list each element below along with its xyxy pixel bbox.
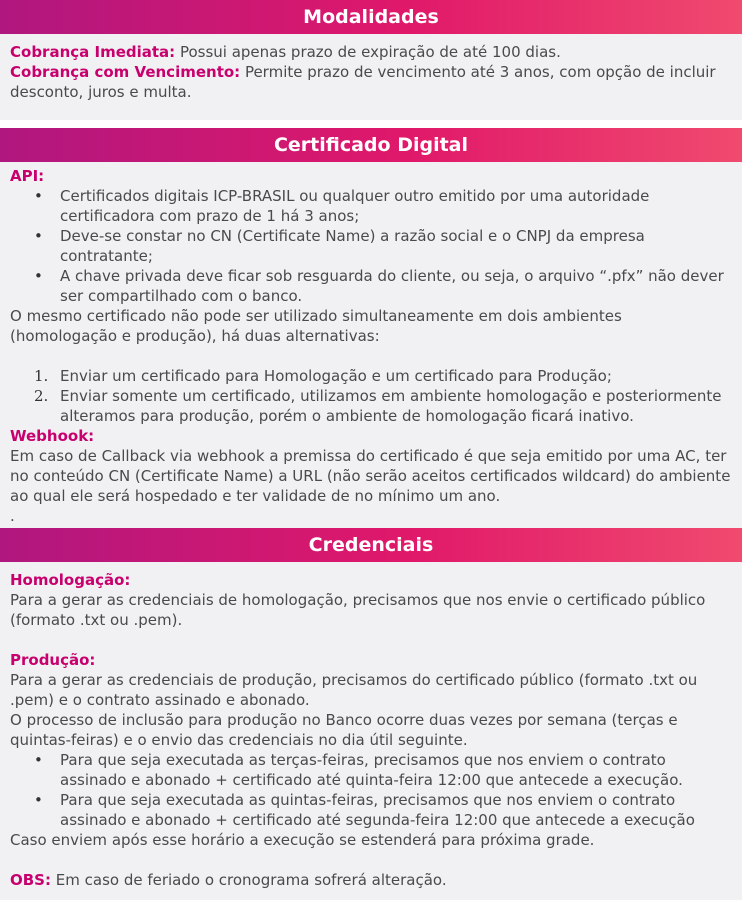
modalidade-label: Cobrança com Vencimento: (10, 63, 241, 81)
alternatives-list (10, 366, 732, 426)
list-item: • Para que seja executada as terças-feiras, precisamos que nos enviem o contrato assinado e abonado + certificado até quinta-feira 12:00 que antecede a execução. (34, 750, 732, 790)
obs-text: Em caso de feriado o cronograma sofrerá alteração. (51, 871, 447, 889)
modalidade-text: Permite prazo de vencimento até 3 anos, com opção de incluir desconto, juros e multa. (10, 63, 716, 101)
producao-bullet-list (10, 750, 732, 830)
list-item (34, 386, 732, 426)
modalidade-item (10, 62, 732, 102)
list-index: 1. (34, 367, 49, 385)
section-modalidades (0, 0, 742, 120)
list-item (34, 366, 732, 386)
list-item: • Certificados digitais ICP-BRASIL ou qualquer outro emitido por uma autoridade certificadora com prazo de 1 há 3 anos; (34, 186, 732, 226)
homologacao-label: Homologação: (10, 571, 131, 589)
webhook-paragraph: Em caso de Callback via webhook a premissa do certificado é que seja emitido por uma AC, ter no conteúdo CN (Certificate Name) a URL (não serão aceitos certificados wildcard) do ambiente ao qual ele será hospedado e ter validade de no mínimo um ano. (10, 447, 731, 505)
list-item: • A chave privada deve ficar sob resguarda do cliente, ou seja, o arquivo “.pfx” não dever ser compartilhado com o banco. (34, 266, 732, 306)
modalidade-item (10, 42, 732, 62)
obs-note (10, 870, 732, 890)
list-item: • Para que seja executada as quintas-feiras, precisamos que nos enviem o contrato assinado e abonado + certificado até segunda-feira 12:00 que antecede a execução (34, 790, 732, 830)
section-title-credenciais: Credenciais (0, 528, 742, 562)
modalidade-text: Possui apenas prazo de expiração de até 100 dias. (175, 43, 561, 61)
obs-label: OBS: (10, 871, 51, 889)
list-item-text: Enviar um certificado para Homologação e um certificado para Produção; (60, 367, 612, 385)
list-item: • Deve-se constar no CN (Certificate Name) a razão social e o CNPJ da empresa contratante; (34, 226, 732, 266)
modalidade-label: Cobrança Imediata: (10, 43, 176, 61)
api-paragraph: O mesmo certificado não pode ser utilizado simultaneamente em dois ambientes (homologação e produção), há duas alternativas: (10, 307, 622, 345)
list-item-text: Enviar somente um certificado, utilizamos em ambiente homologação e posteriormente alteramos para produção, porém o ambiente de homologação ficará inativo. (60, 387, 722, 425)
producao-text: O processo de inclusão para produção no Banco ocorre duas vezes por semana (terças e quintas-feiras) e o envio das credenciais no dia útil seguinte. (10, 711, 678, 749)
section-credenciais (0, 528, 742, 900)
producao-text: Para a gerar as credenciais de produção, precisamos do certificado público (formato .txt ou .pem) e o contrato assinado e abonado. (10, 671, 698, 709)
list-index: 2. (34, 387, 49, 405)
section-title-certificado: Certificado Digital (0, 128, 742, 162)
api-label: API: (10, 167, 45, 185)
section-certificado-digital (0, 128, 742, 528)
webhook-label: Webhook: (10, 427, 95, 445)
section-title-modalidades: Modalidades (0, 0, 742, 34)
api-bullet-list (10, 186, 732, 306)
producao-label: Produção: (10, 651, 96, 669)
homologacao-text: Para a gerar as credenciais de homologação, precisamos que nos envie o certificado público (formato .txt ou .pem). (10, 591, 706, 629)
trailing-dot: . (10, 507, 15, 525)
producao-text: Caso enviem após esse horário a execução se estenderá para próxima grade. (10, 831, 595, 849)
